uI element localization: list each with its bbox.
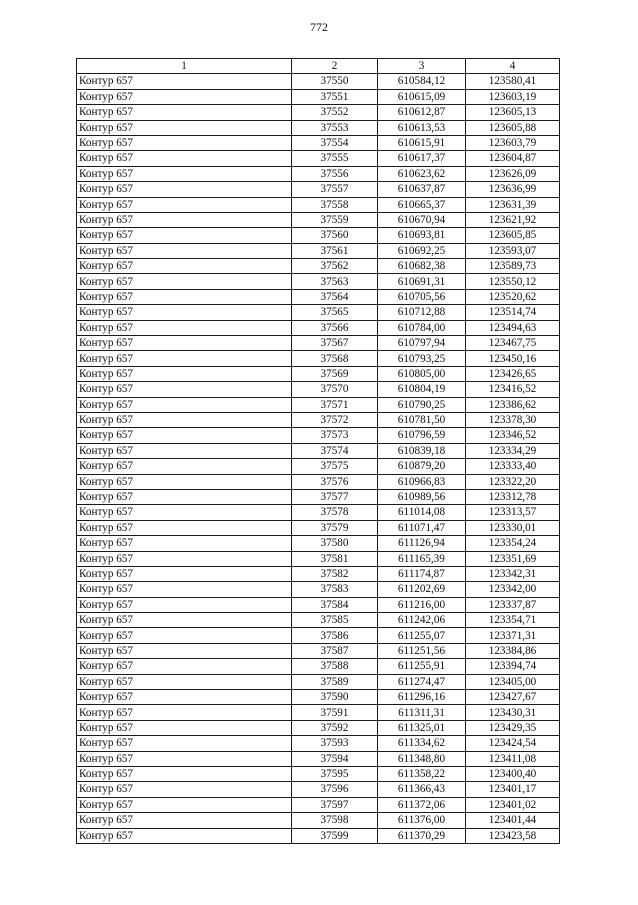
y-coordinate-cell: 123312,78 <box>466 489 560 504</box>
contour-name-cell: Контур 657 <box>77 813 292 828</box>
contour-name-cell: Контур 657 <box>77 289 292 304</box>
y-coordinate-cell: 123378,30 <box>466 412 560 427</box>
x-coordinate-cell: 610692,25 <box>378 243 466 258</box>
point-number-cell: 37579 <box>292 520 378 535</box>
table-row <box>77 74 560 89</box>
x-coordinate-cell: 611372,06 <box>378 797 466 812</box>
point-number-cell: 37559 <box>292 212 378 227</box>
x-coordinate-cell: 611358,22 <box>378 766 466 781</box>
contour-name-cell: Контур 657 <box>77 597 292 612</box>
contour-name-cell: Контур 657 <box>77 212 292 227</box>
x-coordinate-cell: 611311,31 <box>378 705 466 720</box>
y-coordinate-cell: 123550,12 <box>466 274 560 289</box>
point-number-cell: 37581 <box>292 551 378 566</box>
y-coordinate-cell: 123386,62 <box>466 397 560 412</box>
x-coordinate-cell: 611296,16 <box>378 690 466 705</box>
y-coordinate-cell: 123351,69 <box>466 551 560 566</box>
contour-name-cell: Контур 657 <box>77 120 292 135</box>
point-number-cell: 37551 <box>292 89 378 104</box>
y-coordinate-cell: 123337,87 <box>466 597 560 612</box>
contour-name-cell: Контур 657 <box>77 736 292 751</box>
y-coordinate-cell: 123322,20 <box>466 474 560 489</box>
contour-name-cell: Контур 657 <box>77 582 292 597</box>
x-coordinate-cell: 611071,47 <box>378 520 466 535</box>
y-coordinate-cell: 123621,92 <box>466 212 560 227</box>
y-coordinate-cell: 123603,19 <box>466 89 560 104</box>
table-row <box>77 690 560 705</box>
y-coordinate-cell: 123334,29 <box>466 443 560 458</box>
table-header-row <box>77 59 560 74</box>
point-number-cell: 37586 <box>292 628 378 643</box>
point-number-cell: 37587 <box>292 643 378 658</box>
contour-name-cell: Контур 657 <box>77 428 292 443</box>
table-row <box>77 489 560 504</box>
y-coordinate-cell: 123333,40 <box>466 459 560 474</box>
x-coordinate-cell: 610584,12 <box>378 74 466 89</box>
x-coordinate-cell: 611242,06 <box>378 613 466 628</box>
y-coordinate-cell: 123384,86 <box>466 643 560 658</box>
x-coordinate-cell: 610804,19 <box>378 382 466 397</box>
x-coordinate-cell: 610712,88 <box>378 305 466 320</box>
point-number-cell: 37557 <box>292 182 378 197</box>
y-coordinate-cell: 123411,08 <box>466 751 560 766</box>
y-coordinate-cell: 123450,16 <box>466 351 560 366</box>
point-number-cell: 37594 <box>292 751 378 766</box>
point-number-cell: 37565 <box>292 305 378 320</box>
point-number-cell: 37573 <box>292 428 378 443</box>
table-row <box>77 459 560 474</box>
x-coordinate-cell: 610615,09 <box>378 89 466 104</box>
y-coordinate-cell: 123400,40 <box>466 766 560 781</box>
x-coordinate-cell: 610665,37 <box>378 197 466 212</box>
table-row <box>77 289 560 304</box>
contour-name-cell: Контур 657 <box>77 305 292 320</box>
table-row <box>77 336 560 351</box>
y-coordinate-cell: 123405,00 <box>466 674 560 689</box>
y-coordinate-cell: 123604,87 <box>466 151 560 166</box>
y-coordinate-cell: 123605,88 <box>466 120 560 135</box>
table-row <box>77 643 560 658</box>
point-number-cell: 37595 <box>292 766 378 781</box>
x-coordinate-cell: 610623,62 <box>378 166 466 181</box>
x-coordinate-cell: 611202,69 <box>378 582 466 597</box>
y-coordinate-cell: 123605,13 <box>466 105 560 120</box>
x-coordinate-cell: 610613,53 <box>378 120 466 135</box>
x-coordinate-cell: 610797,94 <box>378 336 466 351</box>
contour-name-cell: Контур 657 <box>77 766 292 781</box>
x-coordinate-cell: 611274,47 <box>378 674 466 689</box>
contour-name-cell: Контур 657 <box>77 674 292 689</box>
table-row <box>77 259 560 274</box>
table-row <box>77 197 560 212</box>
y-coordinate-cell: 123354,71 <box>466 613 560 628</box>
table-row <box>77 597 560 612</box>
table-row <box>77 705 560 720</box>
point-number-cell: 37550 <box>292 74 378 89</box>
contour-name-cell: Контур 657 <box>77 459 292 474</box>
point-number-cell: 37580 <box>292 536 378 551</box>
table-row <box>77 382 560 397</box>
x-coordinate-cell: 610615,91 <box>378 135 466 150</box>
table-row <box>77 274 560 289</box>
contour-name-cell: Контур 657 <box>77 382 292 397</box>
y-coordinate-cell: 123394,74 <box>466 659 560 674</box>
table-row <box>77 243 560 258</box>
point-number-cell: 37588 <box>292 659 378 674</box>
x-coordinate-cell: 611370,29 <box>378 828 466 843</box>
contour-name-cell: Контур 657 <box>77 643 292 658</box>
table-row <box>77 474 560 489</box>
y-coordinate-cell: 123401,17 <box>466 782 560 797</box>
table-row <box>77 89 560 104</box>
table-row <box>77 505 560 520</box>
point-number-cell: 37599 <box>292 828 378 843</box>
y-coordinate-cell: 123589,73 <box>466 259 560 274</box>
table-row <box>77 782 560 797</box>
contour-name-cell: Контур 657 <box>77 320 292 335</box>
y-coordinate-cell: 123636,99 <box>466 182 560 197</box>
contour-name-cell: Контур 657 <box>77 659 292 674</box>
point-number-cell: 37574 <box>292 443 378 458</box>
table-row <box>77 736 560 751</box>
x-coordinate-cell: 610839,18 <box>378 443 466 458</box>
point-number-cell: 37582 <box>292 566 378 581</box>
y-coordinate-cell: 123423,58 <box>466 828 560 843</box>
table-row <box>77 212 560 227</box>
x-coordinate-cell: 610637,87 <box>378 182 466 197</box>
point-number-cell: 37571 <box>292 397 378 412</box>
table-row <box>77 305 560 320</box>
point-number-cell: 37593 <box>292 736 378 751</box>
contour-name-cell: Контур 657 <box>77 351 292 366</box>
point-number-cell: 37596 <box>292 782 378 797</box>
table-row <box>77 228 560 243</box>
contour-name-cell: Контур 657 <box>77 336 292 351</box>
point-number-cell: 37567 <box>292 336 378 351</box>
contour-name-cell: Контур 657 <box>77 259 292 274</box>
point-number-cell: 37591 <box>292 705 378 720</box>
table-row <box>77 182 560 197</box>
table-row <box>77 120 560 135</box>
contour-name-cell: Контур 657 <box>77 782 292 797</box>
contour-name-cell: Контур 657 <box>77 536 292 551</box>
contour-name-cell: Контур 657 <box>77 397 292 412</box>
point-number-cell: 37563 <box>292 274 378 289</box>
table-row <box>77 613 560 628</box>
y-coordinate-cell: 123603,79 <box>466 135 560 150</box>
y-coordinate-cell: 123520,62 <box>466 289 560 304</box>
y-coordinate-cell: 123424,54 <box>466 736 560 751</box>
table-row <box>77 566 560 581</box>
point-number-cell: 37590 <box>292 690 378 705</box>
point-number-cell: 37585 <box>292 613 378 628</box>
table-row <box>77 797 560 812</box>
contour-name-cell: Контур 657 <box>77 182 292 197</box>
x-coordinate-cell: 611216,00 <box>378 597 466 612</box>
contour-name-cell: Контур 657 <box>77 135 292 150</box>
contour-name-cell: Контур 657 <box>77 412 292 427</box>
point-number-cell: 37572 <box>292 412 378 427</box>
point-number-cell: 37561 <box>292 243 378 258</box>
y-coordinate-cell: 123354,24 <box>466 536 560 551</box>
point-number-cell: 37556 <box>292 166 378 181</box>
y-coordinate-cell: 123580,41 <box>466 74 560 89</box>
contour-name-cell: Контур 657 <box>77 828 292 843</box>
x-coordinate-cell: 610617,37 <box>378 151 466 166</box>
table-row <box>77 351 560 366</box>
x-coordinate-cell: 610879,20 <box>378 459 466 474</box>
table-body <box>77 74 560 844</box>
y-coordinate-cell: 123467,75 <box>466 336 560 351</box>
point-number-cell: 37568 <box>292 351 378 366</box>
point-number-cell: 37577 <box>292 489 378 504</box>
x-coordinate-cell: 610790,25 <box>378 397 466 412</box>
contour-name-cell: Контур 657 <box>77 705 292 720</box>
x-coordinate-cell: 611174,87 <box>378 566 466 581</box>
point-number-cell: 37584 <box>292 597 378 612</box>
point-number-cell: 37569 <box>292 366 378 381</box>
point-number-cell: 37562 <box>292 259 378 274</box>
y-coordinate-cell: 123346,52 <box>466 428 560 443</box>
x-coordinate-cell: 610793,25 <box>378 351 466 366</box>
point-number-cell: 37592 <box>292 720 378 735</box>
page-number: 772 <box>310 20 328 34</box>
coordinates-table <box>76 58 560 844</box>
x-coordinate-cell: 610612,87 <box>378 105 466 120</box>
x-coordinate-cell: 611325,01 <box>378 720 466 735</box>
table-row <box>77 582 560 597</box>
contour-name-cell: Контур 657 <box>77 690 292 705</box>
contour-name-cell: Контур 657 <box>77 520 292 535</box>
table-row <box>77 813 560 828</box>
column-header-1: 1 <box>77 59 292 74</box>
y-coordinate-cell: 123426,65 <box>466 366 560 381</box>
point-number-cell: 37597 <box>292 797 378 812</box>
column-header-4: 4 <box>466 59 560 74</box>
y-coordinate-cell: 123342,00 <box>466 582 560 597</box>
table-row <box>77 766 560 781</box>
point-number-cell: 37583 <box>292 582 378 597</box>
contour-name-cell: Контур 657 <box>77 105 292 120</box>
x-coordinate-cell: 611255,07 <box>378 628 466 643</box>
x-coordinate-cell: 611255,91 <box>378 659 466 674</box>
x-coordinate-cell: 611348,80 <box>378 751 466 766</box>
contour-name-cell: Контур 657 <box>77 89 292 104</box>
column-header-2: 2 <box>292 59 378 74</box>
y-coordinate-cell: 123605,85 <box>466 228 560 243</box>
x-coordinate-cell: 611334,62 <box>378 736 466 751</box>
table-row <box>77 828 560 843</box>
x-coordinate-cell: 610796,59 <box>378 428 466 443</box>
x-coordinate-cell: 611165,39 <box>378 551 466 566</box>
contour-name-cell: Контур 657 <box>77 443 292 458</box>
contour-name-cell: Контур 657 <box>77 243 292 258</box>
contour-name-cell: Контур 657 <box>77 197 292 212</box>
contour-name-cell: Контур 657 <box>77 751 292 766</box>
point-number-cell: 37576 <box>292 474 378 489</box>
point-number-cell: 37552 <box>292 105 378 120</box>
x-coordinate-cell: 611251,56 <box>378 643 466 658</box>
contour-name-cell: Контур 657 <box>77 797 292 812</box>
x-coordinate-cell: 610781,50 <box>378 412 466 427</box>
point-number-cell: 37578 <box>292 505 378 520</box>
y-coordinate-cell: 123427,67 <box>466 690 560 705</box>
table-row <box>77 397 560 412</box>
x-coordinate-cell: 610682,38 <box>378 259 466 274</box>
contour-name-cell: Контур 657 <box>77 551 292 566</box>
contour-name-cell: Контур 657 <box>77 489 292 504</box>
table-row <box>77 520 560 535</box>
table-row <box>77 628 560 643</box>
point-number-cell: 37598 <box>292 813 378 828</box>
x-coordinate-cell: 610966,83 <box>378 474 466 489</box>
y-coordinate-cell: 123313,57 <box>466 505 560 520</box>
table-row <box>77 536 560 551</box>
column-header-3: 3 <box>378 59 466 74</box>
table-row <box>77 105 560 120</box>
contour-name-cell: Контур 657 <box>77 366 292 381</box>
point-number-cell: 37564 <box>292 289 378 304</box>
table-row <box>77 412 560 427</box>
y-coordinate-cell: 123593,07 <box>466 243 560 258</box>
contour-name-cell: Контур 657 <box>77 74 292 89</box>
x-coordinate-cell: 610693,81 <box>378 228 466 243</box>
x-coordinate-cell: 610805,00 <box>378 366 466 381</box>
point-number-cell: 37560 <box>292 228 378 243</box>
x-coordinate-cell: 611126,94 <box>378 536 466 551</box>
y-coordinate-cell: 123514,74 <box>466 305 560 320</box>
point-number-cell: 37575 <box>292 459 378 474</box>
table-row <box>77 135 560 150</box>
y-coordinate-cell: 123401,44 <box>466 813 560 828</box>
point-number-cell: 37555 <box>292 151 378 166</box>
point-number-cell: 37570 <box>292 382 378 397</box>
point-number-cell: 37553 <box>292 120 378 135</box>
table-row <box>77 674 560 689</box>
table-row <box>77 659 560 674</box>
contour-name-cell: Контур 657 <box>77 613 292 628</box>
point-number-cell: 37566 <box>292 320 378 335</box>
table-row <box>77 166 560 181</box>
y-coordinate-cell: 123430,31 <box>466 705 560 720</box>
y-coordinate-cell: 123429,35 <box>466 720 560 735</box>
contour-name-cell: Контур 657 <box>77 228 292 243</box>
y-coordinate-cell: 123631,39 <box>466 197 560 212</box>
y-coordinate-cell: 123401,02 <box>466 797 560 812</box>
table-row <box>77 443 560 458</box>
table-row <box>77 720 560 735</box>
y-coordinate-cell: 123494,63 <box>466 320 560 335</box>
y-coordinate-cell: 123342,31 <box>466 566 560 581</box>
y-coordinate-cell: 123416,52 <box>466 382 560 397</box>
table-row <box>77 151 560 166</box>
x-coordinate-cell: 611376,00 <box>378 813 466 828</box>
contour-name-cell: Контур 657 <box>77 720 292 735</box>
contour-name-cell: Контур 657 <box>77 566 292 581</box>
table-row <box>77 428 560 443</box>
point-number-cell: 37558 <box>292 197 378 212</box>
y-coordinate-cell: 123626,09 <box>466 166 560 181</box>
point-number-cell: 37589 <box>292 674 378 689</box>
table-row <box>77 751 560 766</box>
table-row <box>77 366 560 381</box>
x-coordinate-cell: 611014,08 <box>378 505 466 520</box>
y-coordinate-cell: 123371,31 <box>466 628 560 643</box>
contour-name-cell: Контур 657 <box>77 628 292 643</box>
contour-name-cell: Контур 657 <box>77 474 292 489</box>
table-row <box>77 551 560 566</box>
point-number-cell: 37554 <box>292 135 378 150</box>
contour-name-cell: Контур 657 <box>77 151 292 166</box>
x-coordinate-cell: 610784,00 <box>378 320 466 335</box>
x-coordinate-cell: 611366,43 <box>378 782 466 797</box>
y-coordinate-cell: 123330,01 <box>466 520 560 535</box>
contour-name-cell: Контур 657 <box>77 505 292 520</box>
table-row <box>77 320 560 335</box>
x-coordinate-cell: 610691,31 <box>378 274 466 289</box>
contour-name-cell: Контур 657 <box>77 274 292 289</box>
x-coordinate-cell: 610670,94 <box>378 212 466 227</box>
contour-name-cell: Контур 657 <box>77 166 292 181</box>
x-coordinate-cell: 610989,56 <box>378 489 466 504</box>
x-coordinate-cell: 610705,56 <box>378 289 466 304</box>
